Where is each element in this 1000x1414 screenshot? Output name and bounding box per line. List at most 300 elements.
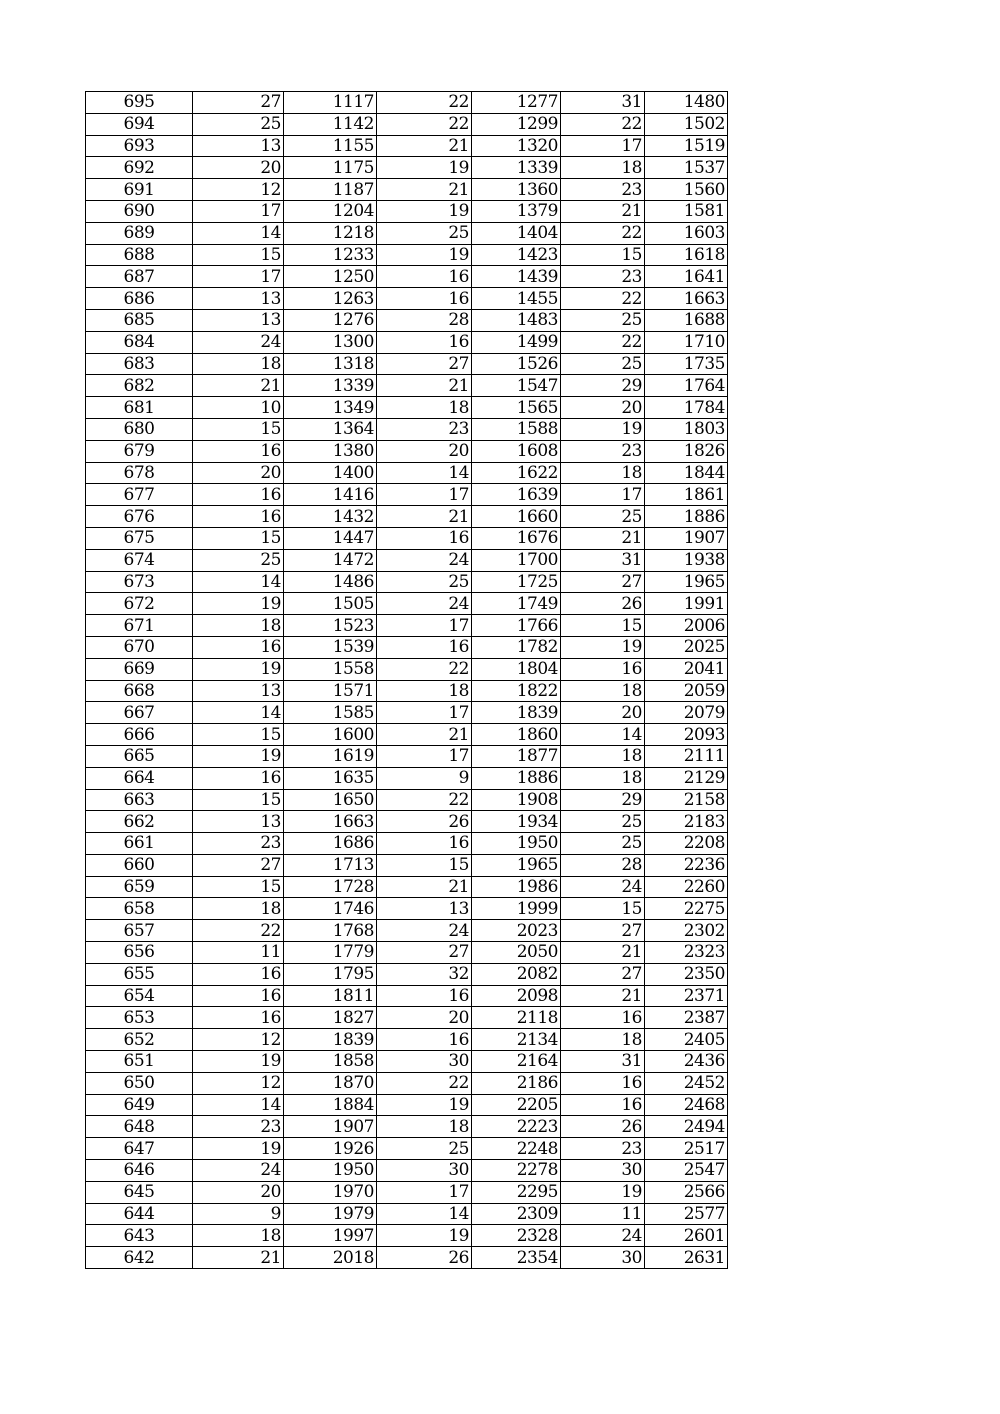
cumulative-cell-2: 2248 bbox=[472, 1138, 561, 1160]
table-row bbox=[86, 898, 728, 920]
count-cell-2: 18 bbox=[377, 680, 472, 702]
count-cell-2: 20 bbox=[377, 1007, 472, 1029]
count-cell-3: 27 bbox=[561, 571, 645, 593]
cumulative-cell-3: 2547 bbox=[645, 1160, 728, 1182]
count-cell-2: 16 bbox=[377, 331, 472, 353]
count-cell-3: 22 bbox=[561, 331, 645, 353]
count-cell-3: 18 bbox=[561, 1029, 645, 1051]
score-cell: 681 bbox=[86, 397, 193, 419]
cumulative-cell-2: 1277 bbox=[472, 92, 561, 114]
count-cell-2: 24 bbox=[377, 593, 472, 615]
count-cell-1: 22 bbox=[193, 920, 284, 942]
cumulative-cell-3: 2405 bbox=[645, 1029, 728, 1051]
cumulative-cell-2: 1700 bbox=[472, 549, 561, 571]
count-cell-1: 15 bbox=[193, 527, 284, 549]
count-cell-3: 21 bbox=[561, 527, 645, 549]
count-cell-2: 16 bbox=[377, 527, 472, 549]
cumulative-cell-3: 1907 bbox=[645, 527, 728, 549]
count-cell-3: 22 bbox=[561, 113, 645, 135]
count-cell-1: 19 bbox=[193, 593, 284, 615]
table-row bbox=[86, 1029, 728, 1051]
score-cell: 652 bbox=[86, 1029, 193, 1051]
cumulative-cell-1: 1926 bbox=[284, 1138, 377, 1160]
score-cell: 688 bbox=[86, 244, 193, 266]
count-cell-2: 19 bbox=[377, 244, 472, 266]
score-cell: 689 bbox=[86, 222, 193, 244]
count-cell-1: 13 bbox=[193, 811, 284, 833]
count-cell-2: 21 bbox=[377, 506, 472, 528]
count-cell-2: 25 bbox=[377, 571, 472, 593]
table-row bbox=[86, 309, 728, 331]
cumulative-cell-2: 2050 bbox=[472, 942, 561, 964]
score-cell: 676 bbox=[86, 506, 193, 528]
cumulative-cell-2: 2354 bbox=[472, 1247, 561, 1269]
count-cell-3: 18 bbox=[561, 767, 645, 789]
cumulative-cell-1: 1416 bbox=[284, 484, 377, 506]
table-row bbox=[86, 833, 728, 855]
table-row bbox=[86, 1225, 728, 1247]
count-cell-3: 16 bbox=[561, 658, 645, 680]
count-cell-3: 17 bbox=[561, 135, 645, 157]
count-cell-2: 28 bbox=[377, 309, 472, 331]
count-cell-3: 18 bbox=[561, 157, 645, 179]
table-row bbox=[86, 1116, 728, 1138]
cumulative-cell-1: 1858 bbox=[284, 1051, 377, 1073]
count-cell-3: 30 bbox=[561, 1247, 645, 1269]
cumulative-cell-2: 1299 bbox=[472, 113, 561, 135]
count-cell-1: 19 bbox=[193, 1051, 284, 1073]
score-cell: 646 bbox=[86, 1160, 193, 1182]
score-cell: 680 bbox=[86, 418, 193, 440]
cumulative-cell-3: 2041 bbox=[645, 658, 728, 680]
score-cell: 691 bbox=[86, 179, 193, 201]
cumulative-cell-3: 1735 bbox=[645, 353, 728, 375]
score-cell: 653 bbox=[86, 1007, 193, 1029]
cumulative-cell-3: 2236 bbox=[645, 854, 728, 876]
table-row bbox=[86, 745, 728, 767]
cumulative-cell-3: 2302 bbox=[645, 920, 728, 942]
cumulative-cell-3: 2158 bbox=[645, 789, 728, 811]
count-cell-3: 23 bbox=[561, 266, 645, 288]
count-cell-3: 27 bbox=[561, 963, 645, 985]
cumulative-cell-1: 1175 bbox=[284, 157, 377, 179]
count-cell-2: 19 bbox=[377, 157, 472, 179]
count-cell-1: 25 bbox=[193, 549, 284, 571]
count-cell-3: 20 bbox=[561, 702, 645, 724]
cumulative-cell-1: 1686 bbox=[284, 833, 377, 855]
count-cell-3: 23 bbox=[561, 179, 645, 201]
score-cell: 642 bbox=[86, 1247, 193, 1269]
cumulative-cell-1: 1839 bbox=[284, 1029, 377, 1051]
count-cell-1: 13 bbox=[193, 288, 284, 310]
cumulative-cell-1: 1827 bbox=[284, 1007, 377, 1029]
cumulative-cell-1: 1585 bbox=[284, 702, 377, 724]
score-cell: 682 bbox=[86, 375, 193, 397]
cumulative-cell-2: 1622 bbox=[472, 462, 561, 484]
cumulative-cell-2: 2082 bbox=[472, 963, 561, 985]
cumulative-cell-2: 1860 bbox=[472, 724, 561, 746]
count-cell-2: 14 bbox=[377, 462, 472, 484]
cumulative-cell-1: 1539 bbox=[284, 636, 377, 658]
table-row bbox=[86, 680, 728, 702]
cumulative-cell-1: 1380 bbox=[284, 440, 377, 462]
score-cell: 695 bbox=[86, 92, 193, 114]
table-row bbox=[86, 157, 728, 179]
cumulative-cell-1: 1795 bbox=[284, 963, 377, 985]
cumulative-cell-3: 1803 bbox=[645, 418, 728, 440]
table-row bbox=[86, 92, 728, 114]
cumulative-cell-3: 2566 bbox=[645, 1181, 728, 1203]
cumulative-cell-2: 1766 bbox=[472, 615, 561, 637]
score-cell: 644 bbox=[86, 1203, 193, 1225]
count-cell-1: 16 bbox=[193, 440, 284, 462]
table-row bbox=[86, 636, 728, 658]
cumulative-cell-1: 1997 bbox=[284, 1225, 377, 1247]
table-row bbox=[86, 244, 728, 266]
score-cell: 643 bbox=[86, 1225, 193, 1247]
count-cell-1: 14 bbox=[193, 702, 284, 724]
cumulative-cell-1: 1650 bbox=[284, 789, 377, 811]
count-cell-3: 22 bbox=[561, 288, 645, 310]
count-cell-2: 17 bbox=[377, 615, 472, 637]
count-cell-3: 15 bbox=[561, 615, 645, 637]
count-cell-2: 27 bbox=[377, 353, 472, 375]
count-cell-3: 18 bbox=[561, 462, 645, 484]
cumulative-cell-3: 2208 bbox=[645, 833, 728, 855]
cumulative-cell-3: 1603 bbox=[645, 222, 728, 244]
count-cell-1: 16 bbox=[193, 767, 284, 789]
table-row bbox=[86, 571, 728, 593]
table-row bbox=[86, 1072, 728, 1094]
count-cell-3: 31 bbox=[561, 1051, 645, 1073]
count-cell-1: 21 bbox=[193, 375, 284, 397]
cumulative-cell-1: 1746 bbox=[284, 898, 377, 920]
table-row bbox=[86, 702, 728, 724]
count-cell-3: 21 bbox=[561, 200, 645, 222]
cumulative-cell-3: 1784 bbox=[645, 397, 728, 419]
score-cell: 687 bbox=[86, 266, 193, 288]
cumulative-cell-2: 2118 bbox=[472, 1007, 561, 1029]
cumulative-cell-1: 2018 bbox=[284, 1247, 377, 1269]
count-cell-2: 18 bbox=[377, 397, 472, 419]
count-cell-2: 24 bbox=[377, 549, 472, 571]
cumulative-cell-1: 1600 bbox=[284, 724, 377, 746]
count-cell-2: 21 bbox=[377, 179, 472, 201]
count-cell-3: 27 bbox=[561, 920, 645, 942]
cumulative-cell-3: 2275 bbox=[645, 898, 728, 920]
score-cell: 645 bbox=[86, 1181, 193, 1203]
cumulative-cell-1: 1276 bbox=[284, 309, 377, 331]
score-cell: 658 bbox=[86, 898, 193, 920]
count-cell-3: 19 bbox=[561, 418, 645, 440]
cumulative-cell-1: 1263 bbox=[284, 288, 377, 310]
score-cell: 672 bbox=[86, 593, 193, 615]
count-cell-3: 31 bbox=[561, 549, 645, 571]
cumulative-cell-2: 2278 bbox=[472, 1160, 561, 1182]
count-cell-1: 12 bbox=[193, 1072, 284, 1094]
count-cell-1: 16 bbox=[193, 1007, 284, 1029]
score-cell: 656 bbox=[86, 942, 193, 964]
cumulative-cell-1: 1523 bbox=[284, 615, 377, 637]
count-cell-2: 19 bbox=[377, 200, 472, 222]
score-cell: 647 bbox=[86, 1138, 193, 1160]
table-row bbox=[86, 1138, 728, 1160]
cumulative-cell-1: 1400 bbox=[284, 462, 377, 484]
cumulative-cell-1: 1728 bbox=[284, 876, 377, 898]
count-cell-3: 24 bbox=[561, 1225, 645, 1247]
cumulative-cell-3: 2452 bbox=[645, 1072, 728, 1094]
table-row bbox=[86, 440, 728, 462]
cumulative-cell-1: 1432 bbox=[284, 506, 377, 528]
count-cell-2: 17 bbox=[377, 745, 472, 767]
count-cell-2: 14 bbox=[377, 1203, 472, 1225]
cumulative-cell-2: 1547 bbox=[472, 375, 561, 397]
cumulative-cell-2: 1404 bbox=[472, 222, 561, 244]
score-cell: 684 bbox=[86, 331, 193, 353]
table-row bbox=[86, 200, 728, 222]
count-cell-1: 24 bbox=[193, 331, 284, 353]
cumulative-cell-2: 1483 bbox=[472, 309, 561, 331]
count-cell-2: 15 bbox=[377, 854, 472, 876]
cumulative-cell-1: 1218 bbox=[284, 222, 377, 244]
count-cell-1: 23 bbox=[193, 1116, 284, 1138]
count-cell-2: 9 bbox=[377, 767, 472, 789]
count-cell-1: 20 bbox=[193, 157, 284, 179]
cumulative-cell-3: 1663 bbox=[645, 288, 728, 310]
cumulative-cell-2: 1804 bbox=[472, 658, 561, 680]
cumulative-cell-1: 1349 bbox=[284, 397, 377, 419]
cumulative-cell-1: 1970 bbox=[284, 1181, 377, 1203]
score-cell: 654 bbox=[86, 985, 193, 1007]
count-cell-3: 21 bbox=[561, 985, 645, 1007]
count-cell-1: 13 bbox=[193, 135, 284, 157]
table-row bbox=[86, 920, 728, 942]
count-cell-1: 25 bbox=[193, 113, 284, 135]
cumulative-cell-1: 1233 bbox=[284, 244, 377, 266]
table-row bbox=[86, 811, 728, 833]
table-row bbox=[86, 397, 728, 419]
cumulative-cell-2: 2023 bbox=[472, 920, 561, 942]
cumulative-cell-2: 1749 bbox=[472, 593, 561, 615]
count-cell-3: 11 bbox=[561, 1203, 645, 1225]
cumulative-cell-3: 2517 bbox=[645, 1138, 728, 1160]
cumulative-cell-3: 2006 bbox=[645, 615, 728, 637]
count-cell-3: 29 bbox=[561, 375, 645, 397]
cumulative-cell-2: 1639 bbox=[472, 484, 561, 506]
count-cell-3: 23 bbox=[561, 1138, 645, 1160]
cumulative-cell-1: 1300 bbox=[284, 331, 377, 353]
cumulative-cell-2: 1439 bbox=[472, 266, 561, 288]
count-cell-1: 21 bbox=[193, 1247, 284, 1269]
cumulative-cell-3: 1618 bbox=[645, 244, 728, 266]
cumulative-cell-1: 1204 bbox=[284, 200, 377, 222]
cumulative-cell-1: 1768 bbox=[284, 920, 377, 942]
count-cell-3: 25 bbox=[561, 353, 645, 375]
table-row bbox=[86, 135, 728, 157]
score-cell: 651 bbox=[86, 1051, 193, 1073]
table-row bbox=[86, 1007, 728, 1029]
count-cell-1: 18 bbox=[193, 615, 284, 637]
count-cell-1: 19 bbox=[193, 1138, 284, 1160]
table-row bbox=[86, 942, 728, 964]
score-cell: 648 bbox=[86, 1116, 193, 1138]
cumulative-cell-2: 2223 bbox=[472, 1116, 561, 1138]
cumulative-cell-2: 2328 bbox=[472, 1225, 561, 1247]
cumulative-cell-3: 1581 bbox=[645, 200, 728, 222]
count-cell-1: 16 bbox=[193, 963, 284, 985]
count-cell-1: 15 bbox=[193, 244, 284, 266]
table-row bbox=[86, 527, 728, 549]
table-row bbox=[86, 789, 728, 811]
cumulative-cell-3: 1480 bbox=[645, 92, 728, 114]
table-row bbox=[86, 179, 728, 201]
table-row bbox=[86, 1094, 728, 1116]
cumulative-cell-3: 2577 bbox=[645, 1203, 728, 1225]
count-cell-3: 25 bbox=[561, 309, 645, 331]
count-cell-1: 16 bbox=[193, 636, 284, 658]
count-cell-3: 21 bbox=[561, 942, 645, 964]
table-row bbox=[86, 1203, 728, 1225]
table-row bbox=[86, 506, 728, 528]
score-cell: 690 bbox=[86, 200, 193, 222]
cumulative-cell-3: 2494 bbox=[645, 1116, 728, 1138]
cumulative-cell-3: 2387 bbox=[645, 1007, 728, 1029]
count-cell-1: 19 bbox=[193, 658, 284, 680]
count-cell-3: 28 bbox=[561, 854, 645, 876]
cumulative-cell-1: 1950 bbox=[284, 1160, 377, 1182]
cumulative-cell-2: 2186 bbox=[472, 1072, 561, 1094]
table-row bbox=[86, 418, 728, 440]
count-cell-3: 23 bbox=[561, 440, 645, 462]
count-cell-1: 14 bbox=[193, 222, 284, 244]
count-cell-2: 32 bbox=[377, 963, 472, 985]
count-cell-1: 16 bbox=[193, 506, 284, 528]
cumulative-cell-3: 1519 bbox=[645, 135, 728, 157]
cumulative-cell-3: 2323 bbox=[645, 942, 728, 964]
table-row bbox=[86, 658, 728, 680]
count-cell-3: 26 bbox=[561, 593, 645, 615]
table-row bbox=[86, 876, 728, 898]
score-cell: 674 bbox=[86, 549, 193, 571]
count-cell-2: 18 bbox=[377, 1116, 472, 1138]
count-cell-1: 16 bbox=[193, 985, 284, 1007]
cumulative-cell-2: 1725 bbox=[472, 571, 561, 593]
score-cell: 683 bbox=[86, 353, 193, 375]
cumulative-cell-3: 2183 bbox=[645, 811, 728, 833]
count-cell-2: 16 bbox=[377, 1029, 472, 1051]
cumulative-cell-3: 1991 bbox=[645, 593, 728, 615]
score-cell: 669 bbox=[86, 658, 193, 680]
cumulative-cell-2: 1877 bbox=[472, 745, 561, 767]
cumulative-cell-3: 1764 bbox=[645, 375, 728, 397]
score-cell: 663 bbox=[86, 789, 193, 811]
cumulative-cell-2: 1822 bbox=[472, 680, 561, 702]
cumulative-cell-1: 1907 bbox=[284, 1116, 377, 1138]
count-cell-2: 13 bbox=[377, 898, 472, 920]
count-cell-2: 22 bbox=[377, 92, 472, 114]
count-cell-2: 26 bbox=[377, 811, 472, 833]
score-cell: 664 bbox=[86, 767, 193, 789]
count-cell-3: 25 bbox=[561, 833, 645, 855]
table-row bbox=[86, 1181, 728, 1203]
count-cell-3: 19 bbox=[561, 636, 645, 658]
score-cell: 670 bbox=[86, 636, 193, 658]
cumulative-cell-2: 2205 bbox=[472, 1094, 561, 1116]
cumulative-cell-2: 2098 bbox=[472, 985, 561, 1007]
table-row bbox=[86, 615, 728, 637]
score-cell: 666 bbox=[86, 724, 193, 746]
count-cell-3: 24 bbox=[561, 876, 645, 898]
count-cell-2: 21 bbox=[377, 375, 472, 397]
count-cell-2: 17 bbox=[377, 702, 472, 724]
count-cell-1: 12 bbox=[193, 1029, 284, 1051]
table-row bbox=[86, 767, 728, 789]
score-cell: 677 bbox=[86, 484, 193, 506]
count-cell-3: 29 bbox=[561, 789, 645, 811]
count-cell-2: 30 bbox=[377, 1160, 472, 1182]
count-cell-1: 14 bbox=[193, 571, 284, 593]
cumulative-cell-2: 1999 bbox=[472, 898, 561, 920]
cumulative-cell-1: 1505 bbox=[284, 593, 377, 615]
cumulative-cell-2: 1360 bbox=[472, 179, 561, 201]
cumulative-cell-2: 1565 bbox=[472, 397, 561, 419]
score-cell: 661 bbox=[86, 833, 193, 855]
count-cell-2: 25 bbox=[377, 222, 472, 244]
cumulative-cell-1: 1472 bbox=[284, 549, 377, 571]
cumulative-cell-2: 1934 bbox=[472, 811, 561, 833]
count-cell-1: 18 bbox=[193, 1225, 284, 1247]
cumulative-cell-2: 1588 bbox=[472, 418, 561, 440]
count-cell-2: 19 bbox=[377, 1225, 472, 1247]
cumulative-cell-3: 2111 bbox=[645, 745, 728, 767]
table-body bbox=[86, 92, 728, 1269]
cumulative-cell-3: 2436 bbox=[645, 1051, 728, 1073]
cumulative-cell-1: 1318 bbox=[284, 353, 377, 375]
cumulative-cell-2: 1676 bbox=[472, 527, 561, 549]
count-cell-3: 15 bbox=[561, 898, 645, 920]
count-cell-2: 26 bbox=[377, 1247, 472, 1269]
count-cell-3: 22 bbox=[561, 222, 645, 244]
table-row bbox=[86, 549, 728, 571]
count-cell-3: 19 bbox=[561, 1181, 645, 1203]
cumulative-cell-2: 2164 bbox=[472, 1051, 561, 1073]
cumulative-cell-3: 1938 bbox=[645, 549, 728, 571]
count-cell-2: 25 bbox=[377, 1138, 472, 1160]
count-cell-2: 22 bbox=[377, 658, 472, 680]
cumulative-cell-1: 1811 bbox=[284, 985, 377, 1007]
count-cell-1: 10 bbox=[193, 397, 284, 419]
table-row bbox=[86, 462, 728, 484]
cumulative-cell-2: 1950 bbox=[472, 833, 561, 855]
count-cell-1: 27 bbox=[193, 854, 284, 876]
cumulative-cell-2: 1986 bbox=[472, 876, 561, 898]
cumulative-cell-1: 1486 bbox=[284, 571, 377, 593]
count-cell-2: 16 bbox=[377, 636, 472, 658]
cumulative-cell-2: 1660 bbox=[472, 506, 561, 528]
count-cell-2: 16 bbox=[377, 833, 472, 855]
cumulative-cell-3: 1710 bbox=[645, 331, 728, 353]
cumulative-cell-1: 1339 bbox=[284, 375, 377, 397]
count-cell-3: 25 bbox=[561, 811, 645, 833]
score-cell: 655 bbox=[86, 963, 193, 985]
count-cell-3: 18 bbox=[561, 745, 645, 767]
count-cell-1: 9 bbox=[193, 1203, 284, 1225]
count-cell-1: 12 bbox=[193, 179, 284, 201]
count-cell-1: 15 bbox=[193, 789, 284, 811]
count-cell-2: 17 bbox=[377, 484, 472, 506]
cumulative-cell-3: 1560 bbox=[645, 179, 728, 201]
count-cell-3: 16 bbox=[561, 1094, 645, 1116]
